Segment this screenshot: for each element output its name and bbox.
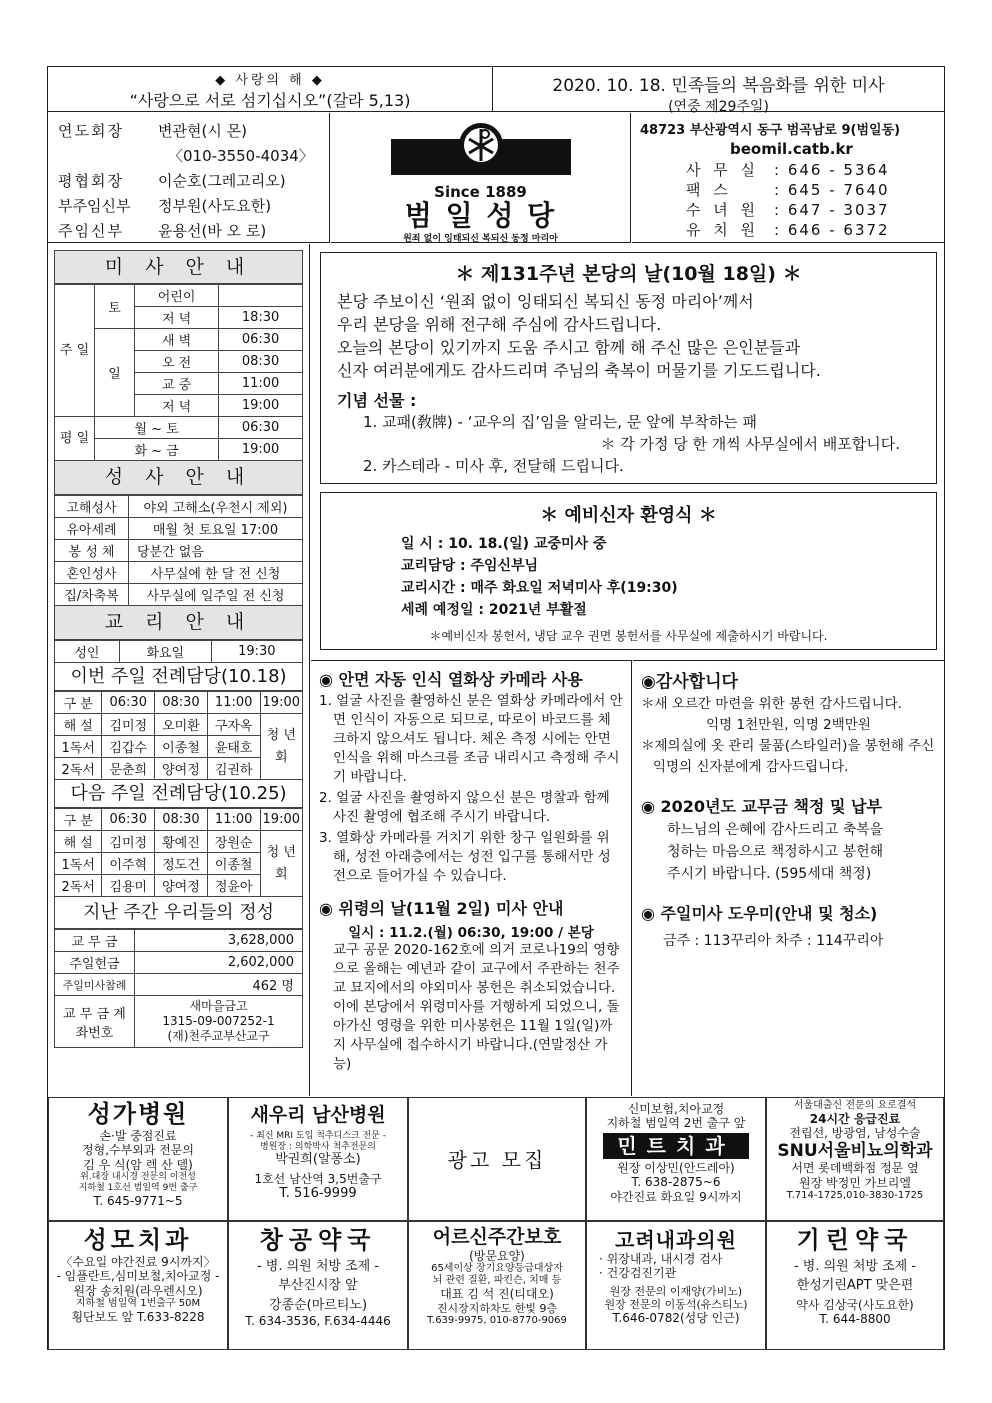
- ad-line: 약사 김상국(사도요한): [796, 1297, 914, 1312]
- ad-line: 원장 전문의 이재양(가비노): [609, 1284, 743, 1298]
- notices-column: [633, 660, 944, 1096]
- ad-line: 지하철 범일역 1번출구 50M: [75, 1297, 201, 1309]
- table-cell: 11:00: [207, 692, 260, 714]
- table-cell: 교 무 금 계좌번호: [55, 996, 135, 1048]
- gift-item: 2. 카스테라 - 미사 후, 전달해 드립니다.: [363, 457, 624, 475]
- ad-snu-urology: [766, 1097, 944, 1221]
- parish-name: 범 일 성 당: [404, 199, 557, 232]
- date-title: 2020. 10. 18. 민족들의 복음화를 위한 미사: [552, 76, 885, 96]
- camera-column: [311, 660, 632, 1096]
- liturgy-this-title: 이번 주일 전례담당(10.18): [54, 663, 303, 691]
- thanks-line: ＊제의실에 옷 관리 물품(스타일러)을 봉헌해 주신 익명의 신자분에게 감사드립니다.: [641, 738, 935, 775]
- table-cell: 구 분: [55, 809, 102, 831]
- table-cell: 구 분: [55, 692, 102, 714]
- officer-row: 부주임신부 정부원(사도요한): [58, 197, 272, 215]
- ad-line: 횡단보도 앞 T.633-8228: [71, 1309, 205, 1324]
- table-cell: 08:30: [155, 809, 208, 831]
- table-cell: 11:00: [207, 809, 260, 831]
- camera-item: 2. 얼굴 사진을 촬영하지 않으신 분은 명찰과 함께 사진 촬영에 협조해 주시기 바랍니다.: [319, 790, 610, 825]
- ad-koryo-clinic: [586, 1221, 766, 1350]
- ad-line: 원장 전문의 이동석(유스티노): [604, 1297, 748, 1311]
- ad-line: 고려내과의원: [615, 1228, 737, 1252]
- sun-label: 일: [95, 329, 135, 417]
- date-box: [493, 67, 944, 115]
- table-cell: 오미환: [155, 714, 208, 736]
- table-cell: 2독서: [55, 875, 102, 897]
- offering-table: [54, 929, 303, 1048]
- ad-line: 박권희(알퐁소): [275, 1152, 361, 1168]
- ad-line: (방문요양): [469, 1248, 525, 1263]
- table-cell: 황예진: [155, 831, 208, 853]
- motto-box: [48, 67, 493, 112]
- souls-title: ◉ 위령의 날(11월 2일) 미사 안내: [319, 899, 564, 918]
- officer-row: 〈010-3550-4034〉: [168, 147, 314, 165]
- table-cell: 청 년 회: [260, 831, 302, 897]
- table-cell: 사무실에 한 달 전 신청: [129, 562, 303, 584]
- ad-line: 지하철 1호선 범일역 9번 출구: [78, 1182, 198, 1193]
- ad-line: 민트치과: [603, 1133, 749, 1159]
- table-cell: 18:30: [219, 307, 303, 329]
- anniversary-title: ＊ 제131주년 본당의 날(10월 18일) ＊: [455, 263, 802, 285]
- liturgy-next-title: 다음 주일 전례담당(10.25): [54, 780, 303, 808]
- table-cell: 19:30: [211, 641, 302, 663]
- catechumen-line: 일 시 : 10. 18.(일) 교중미사 중: [401, 536, 607, 552]
- sacraments-table: [54, 495, 303, 606]
- table-cell: 청 년 회: [260, 714, 302, 780]
- ad-line: 서면 롯데백화점 정문 옆: [791, 1161, 919, 1176]
- dues-line: 하느님의 은혜에 감사드리고 축복을: [667, 822, 884, 838]
- camera-title: ◉ 안면 자동 인식 열화상 카메라 사용: [319, 670, 583, 689]
- ad-line: 광고 모집: [447, 1148, 547, 1172]
- table-cell: 월 ~ 토: [95, 417, 219, 439]
- mass-title: 미 사 안 내: [54, 250, 303, 284]
- contact-box: [632, 113, 944, 243]
- ad-line: 김 우 식(암 렉 산 델): [83, 1157, 193, 1172]
- ad-line: 〈수요일 야간진료 9시까지〉: [60, 1254, 216, 1269]
- ad-sungga-hospital: [48, 1097, 228, 1221]
- table-cell: 어린이: [135, 285, 219, 307]
- address: 48723 부산광역시 동구 범곡남로 9(범일동): [640, 123, 901, 138]
- helpers-title: ◉ 주일미사 도우미(안내 및 청소): [641, 904, 878, 923]
- table-cell: 06:30: [219, 329, 303, 351]
- table-cell: 새마을금고 1315-09-007252-1 (재)천주교부산교구: [135, 996, 303, 1048]
- sunday-label: 주 일: [55, 285, 95, 417]
- anniversary-line: 우리 본당을 위해 전구해 주심에 감사드립니다.: [337, 315, 662, 334]
- camera-item: 1. 얼굴 사진을 촬영하신 분은 열화상 카메라에서 안면 인식이 자동으로 되므로, 따로이 바코드를 체크하지 않으셔도 됩니다. 체온 측정 시에는 안면 인식을 위해 마스크를 조금 내리시고 측정해 주시기 바랍니다.: [319, 693, 623, 785]
- anniversary-line: 신자 여러분에게도 감사드리며 주님의 축복이 머물기를 기도드립니다.: [337, 361, 821, 380]
- table-cell: 유아세례: [55, 518, 129, 540]
- table-cell: 문춘희: [102, 758, 155, 780]
- table-cell: 해 설: [55, 714, 102, 736]
- table-cell: 집/차축복: [55, 584, 129, 606]
- gift-item: 1. 교패(敎牌) - ‘교우의 집’임을 알리는, 문 앞에 부착하는 패: [363, 413, 757, 431]
- table-cell: 주일미사참례: [55, 974, 135, 996]
- table-cell: 이주혁: [102, 853, 155, 875]
- ad-line: 1호선 남산역 3,5번출구: [254, 1171, 382, 1186]
- table-cell: 김갑수: [102, 736, 155, 758]
- ad-line: 진시장지하차도 한빛 9층: [436, 1301, 558, 1315]
- ad-line: - 임플란트,심미보철,치아교정 -: [56, 1269, 220, 1284]
- ad-line: T. 644-8800: [819, 1312, 891, 1327]
- camera-item: 3. 열화상 카메라를 거치기 위한 창구 일원화를 위해, 성전 아래층에서는 성전 입구를 통해서만 성전으로 들어가실 수 있습니다.: [319, 830, 611, 884]
- offering-title: 지난 주간 우리들의 정성: [54, 897, 303, 929]
- table-cell: 19:00: [219, 439, 303, 461]
- table-cell: 교 중: [135, 373, 219, 395]
- mass-table: [54, 284, 303, 461]
- ad-line: 병원장 : 의학박사 척추전문의: [260, 1141, 376, 1152]
- table-cell: 19:00: [260, 809, 302, 831]
- table-cell: 19:00: [260, 692, 302, 714]
- catechism-title: 교 리 안 내: [54, 606, 303, 640]
- officers-box: [48, 113, 330, 243]
- table-cell: 구자옥: [207, 714, 260, 736]
- table-cell: 08:30: [155, 692, 208, 714]
- table-cell: 정윤아: [207, 875, 260, 897]
- ad-namsan-hospital: [228, 1097, 408, 1221]
- year-motto-label: ◆ 사랑의 해 ◆: [215, 73, 325, 88]
- ad-line: T.639-9975, 010-8770-9069: [427, 1314, 567, 1326]
- week-subtitle: (연중 제29주일): [668, 99, 769, 115]
- phone-row: 유 치 원 : 646 - 6372: [686, 221, 890, 239]
- ad-line: - 최신 MRI 도입 척추디스크 전문 -: [250, 1130, 386, 1141]
- dues-line: 청하는 마음으로 책정하시고 봉헌해: [667, 844, 884, 860]
- table-cell: 야외 고해소(우천시 제외): [129, 496, 303, 518]
- ad-line: T. 516-9999: [279, 1186, 357, 1202]
- table-cell: 사무실에 일주일 전 신청: [129, 584, 303, 606]
- table-cell: 462 명: [135, 974, 303, 996]
- table-cell: 화 ~ 금: [95, 439, 219, 461]
- ad-line: 기린약국: [796, 1226, 914, 1254]
- phone-row: 수 녀 원 : 647 - 3037: [686, 201, 890, 219]
- thanks-line: 익명 1천만원, 익명 2백만원: [706, 717, 871, 733]
- ad-line: · 건강검진기관: [599, 1266, 677, 1281]
- liturgy-next-table: [54, 808, 303, 897]
- souls-body: 교구 공문 2020-162호에 의거 코로나19의 영향으로 올해는 예년과 같이 교구에서 주관하는 천주교 묘지에서의 야외미사 봉헌은 취소되었습니다. 이에 본당에서 위령미사를 거행하게 되었으니, 돌아가신 영령을 위한 미사봉헌은 11월 1일(일)까지 사무실에 접수하시기 바랍니다.(연말정산 가능): [333, 942, 620, 1072]
- gift-title: 기념 선물 :: [337, 391, 417, 410]
- ad-line: 성모치과: [83, 1226, 193, 1254]
- table-cell: 저 녁: [135, 395, 219, 417]
- catechumen-line: 세례 예정일 : 2021년 부활절: [401, 602, 587, 618]
- weekday-label: 평 일: [55, 417, 95, 461]
- ad-line: 원장 박정민 가브리엘: [799, 1175, 911, 1190]
- table-cell: 양여정: [155, 758, 208, 780]
- ad-line: 지하철 범일역 2번 출구 앞: [606, 1116, 746, 1131]
- table-cell: 김용미: [102, 875, 155, 897]
- table-cell: 화요일: [119, 641, 211, 663]
- dues-title: ◉ 2020년도 교무금 책정 및 납부: [641, 797, 882, 816]
- catechumen-box: [320, 492, 937, 650]
- table-cell: 윤태호: [207, 736, 260, 758]
- table-cell: 1독서: [55, 853, 102, 875]
- ad-line: 손·발 중점진료: [99, 1128, 177, 1143]
- ad-kirin-pharmacy: [766, 1221, 944, 1350]
- ad-line: T.646-0782(성당 인근): [612, 1311, 740, 1326]
- table-cell: [219, 285, 303, 307]
- table-cell: 1독서: [55, 736, 102, 758]
- table-cell: 저 녁: [135, 307, 219, 329]
- ad-sungmo-dental: [48, 1221, 228, 1350]
- ad-line: 원장 이상민(안드레아): [617, 1160, 735, 1175]
- ad-line: 24시간 응급진료: [809, 1112, 901, 1126]
- ad-line: 창공약국: [259, 1226, 377, 1254]
- chi-rho-logo-icon: [381, 121, 581, 181]
- table-cell: 오 전: [135, 351, 219, 373]
- table-cell: 주일헌금: [55, 952, 135, 974]
- ad-line: 어르신주간보호: [432, 1226, 562, 1248]
- catechumen-title: ＊ 예비신자 환영식 ＊: [540, 505, 717, 526]
- table-cell: 이종철: [207, 853, 260, 875]
- ad-line: 전립선, 방광염, 남성수술: [789, 1126, 921, 1141]
- ad-line: · 위장내과, 내시경 검사: [599, 1252, 723, 1266]
- anniversary-line: 본당 주보이신 ‘원죄 없이 잉태되신 복되신 동정 마리아’께서: [337, 292, 754, 311]
- table-cell: 매월 첫 토요일 17:00: [129, 518, 303, 540]
- ad-line: 위.대장 내시경 전문의 이전성: [80, 1171, 196, 1182]
- table-cell: 이종철: [155, 736, 208, 758]
- left-column: [48, 244, 310, 1096]
- ad-line: 정형,수부외과 전문의: [82, 1143, 194, 1158]
- ad-line: 성가병원: [87, 1100, 189, 1128]
- ad-line: T. 634-3536, F.634-4446: [245, 1313, 391, 1328]
- sacraments-title: 성 사 안 내: [54, 461, 303, 495]
- officer-row: 연도회장 변관현(시 몬): [58, 122, 247, 140]
- anniversary-box: [320, 252, 937, 484]
- since-label: Since 1889: [434, 183, 527, 201]
- table-cell: 혼인성사: [55, 562, 129, 584]
- table-cell: 봉 성 체: [55, 540, 129, 562]
- ad-mint-dental: [586, 1097, 766, 1221]
- catechumen-note: ＊예비신자 봉헌서, 냉담 교우 권면 봉헌서를 사무실에 제출하시기 바랍니다.: [429, 629, 828, 643]
- ad-line: 새우리 남산병원: [250, 1104, 386, 1126]
- table-cell: 고해성사: [55, 496, 129, 518]
- ad-line: 한성기린APT 맞은편: [796, 1278, 914, 1294]
- phone-row: 팩 스 : 645 - 7640: [686, 181, 890, 199]
- ad-line: 뇌 관련 질환, 파킨슨, 치매 등: [432, 1275, 562, 1287]
- table-cell: 당분간 없음: [129, 540, 303, 562]
- ad-line: 대표 김 석 진(티대오): [440, 1287, 554, 1302]
- ad-line: T. 638-2875~6: [631, 1175, 721, 1190]
- ad-line: 강종순(마르티노): [268, 1297, 368, 1313]
- table-cell: 06:30: [102, 809, 155, 831]
- table-cell: 2독서: [55, 758, 102, 780]
- officer-row: 평협회장 이순호(그레고리오): [58, 172, 286, 190]
- table-cell: 해 설: [55, 831, 102, 853]
- table-cell: 08:30: [219, 351, 303, 373]
- table-cell: 김미정: [102, 714, 155, 736]
- officer-row: 주임신부 윤용선(바 오 로): [58, 222, 267, 240]
- ad-senior-daycare: [408, 1221, 586, 1350]
- ad-line: T. 645-9771~5: [93, 1193, 183, 1208]
- table-cell: 06:30: [102, 692, 155, 714]
- ad-line: 신미보험,치아교정: [627, 1102, 725, 1116]
- table-cell: 성인: [55, 641, 120, 663]
- table-cell: 19:00: [219, 395, 303, 417]
- gift-note: ＊ 각 가정 당 한 개씩 사무실에서 배포합니다.: [600, 435, 900, 453]
- patron-label: 원죄 없이 잉태되신 복되신 동정 마리아: [403, 234, 558, 244]
- ad-line: 서울대출신 전문의 요로결석: [793, 1100, 917, 1111]
- ad-line: 부산진시장 앞: [278, 1278, 358, 1294]
- table-cell: 김미정: [102, 831, 155, 853]
- anniversary-line: 오늘의 본당이 있기까지 도움 주시고 함께 해 주신 많은 은인분들과: [337, 338, 801, 357]
- catechism-table: [54, 640, 303, 663]
- thanks-title: ◉감사합니다: [641, 672, 738, 692]
- ad-line: 야간진료 화요일 9시까지: [610, 1189, 742, 1204]
- table-cell: 3,628,000: [135, 930, 303, 952]
- helpers-line: 금주 : 113꾸리아 차주 : 114꾸리아: [663, 933, 884, 949]
- logo-box: [331, 113, 631, 243]
- table-cell: 11:00: [219, 373, 303, 395]
- dues-line: 주시기 바랍니다. (595세대 책정): [667, 866, 872, 882]
- ad-line: - 병. 의원 처방 조제 -: [256, 1258, 380, 1274]
- table-cell: 김권하: [207, 758, 260, 780]
- liturgy-this-table: [54, 691, 303, 780]
- phone-row: 사 무 실 : 646 - 5364: [686, 161, 890, 179]
- table-cell: 2,602,000: [135, 952, 303, 974]
- ad-line: T.714-1725,010-3830-1725: [786, 1189, 924, 1201]
- ad-recruit: [408, 1097, 586, 1221]
- table-cell: 정도건: [155, 853, 208, 875]
- ad-line: SNU서울비뇨의학과: [777, 1140, 933, 1161]
- year-motto-verse: “사랑으로 서로 섬기십시오”(갈라 5,13): [129, 91, 411, 110]
- table-cell: 교 무 금: [55, 930, 135, 952]
- table-cell: 장원순: [207, 831, 260, 853]
- catechumen-line: 교리담당 : 주임신부님: [401, 558, 539, 574]
- website: beomil.catb.kr: [730, 140, 853, 158]
- table-cell: 양여정: [155, 875, 208, 897]
- table-cell: 새 벽: [135, 329, 219, 351]
- ad-line: - 병. 의원 처방 조제 -: [793, 1258, 917, 1274]
- souls-time: 일시 : 11.2.(월) 06:30, 19:00 / 본당: [348, 925, 594, 941]
- sat-label: 토: [95, 285, 135, 329]
- catechumen-line: 교리시간 : 매주 화요일 저녁미사 후(19:30): [401, 580, 678, 596]
- ad-changgong-pharmacy: [228, 1221, 408, 1350]
- thanks-line: ＊새 오르간 마련을 위한 봉헌 감사드립니다.: [641, 696, 902, 712]
- ad-line: 원장 송치원(라우렌시오): [73, 1283, 203, 1298]
- ad-line: 65세이상 장기요양등급대상자: [431, 1263, 563, 1275]
- table-cell: 06:30: [219, 417, 303, 439]
